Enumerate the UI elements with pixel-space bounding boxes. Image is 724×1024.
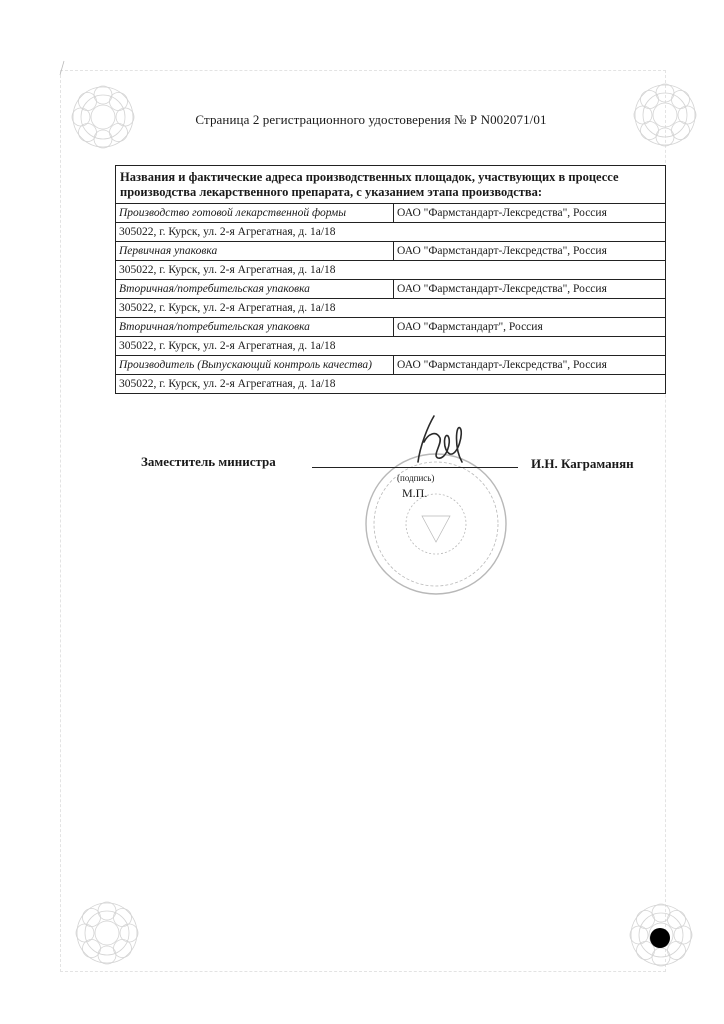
- address-cell: 305022, г. Курск, ул. 2-я Агрегатная, д. 1а/18: [119, 340, 336, 352]
- table-row: [116, 375, 665, 393]
- organization-cell: ОАО "Фармстандарт-Лексредства", Россия: [397, 359, 607, 371]
- scan-mark: [58, 60, 66, 76]
- table-row: [116, 280, 665, 299]
- punch-hole-mark: [650, 928, 670, 948]
- stage-cell: Вторичная/потребительская упаковка: [116, 280, 394, 298]
- signatory-position: Заместитель министра: [141, 454, 276, 469]
- signatory-name: И.Н. Каграманян: [531, 456, 634, 471]
- table-row: [116, 242, 665, 261]
- address-cell: 305022, г. Курск, ул. 2-я Агрегатная, д. 1а/18: [119, 264, 336, 276]
- table-row: [116, 223, 665, 242]
- production-sites-table: [115, 165, 666, 394]
- signature-caption: (подпись): [397, 473, 435, 483]
- stage-cell: Вторичная/потребительская упаковка: [116, 318, 394, 336]
- table-title: Названия и фактические адреса производственных площадок, участвующих в процессе производства лекарственного препарата, с указанием этапа производства:: [116, 166, 665, 204]
- table-row: [116, 318, 665, 337]
- organization-cell: ОАО "Фармстандарт-Лексредства", Россия: [397, 245, 607, 257]
- seal-place-label: М.П.: [402, 486, 428, 500]
- table-row: [116, 299, 665, 318]
- table-row: [116, 356, 665, 375]
- stage-cell: Первичная упаковка: [116, 242, 394, 260]
- signature-block: [0, 400, 724, 600]
- address-cell: 305022, г. Курск, ул. 2-я Агрегатная, д. 1а/18: [119, 378, 336, 390]
- address-cell: 305022, г. Курск, ул. 2-я Агрегатная, д. 1а/18: [119, 226, 336, 238]
- official-stamp-icon: [362, 450, 510, 598]
- page-header-text: Страница 2 регистрационного удостоверения № Р N002071/01: [195, 112, 547, 127]
- organization-cell: ОАО "Фармстандарт", Россия: [397, 321, 543, 333]
- handwritten-signature-icon: [402, 412, 474, 470]
- page-header: [0, 112, 724, 128]
- address-cell: 305022, г. Курск, ул. 2-я Агрегатная, д. 1а/18: [119, 302, 336, 314]
- corner-rosette-icon: [72, 898, 142, 968]
- stage-cell: Производство готовой лекарственной формы: [116, 204, 394, 222]
- organization-cell: ОАО "Фармстандарт-Лексредства", Россия: [397, 207, 607, 219]
- table-row: [116, 337, 665, 356]
- table-row: [116, 261, 665, 280]
- table-row: [116, 204, 665, 223]
- organization-cell: ОАО "Фармстандарт-Лексредства", Россия: [397, 283, 607, 295]
- stage-cell: Производитель (Выпускающий контроль качества): [116, 356, 394, 374]
